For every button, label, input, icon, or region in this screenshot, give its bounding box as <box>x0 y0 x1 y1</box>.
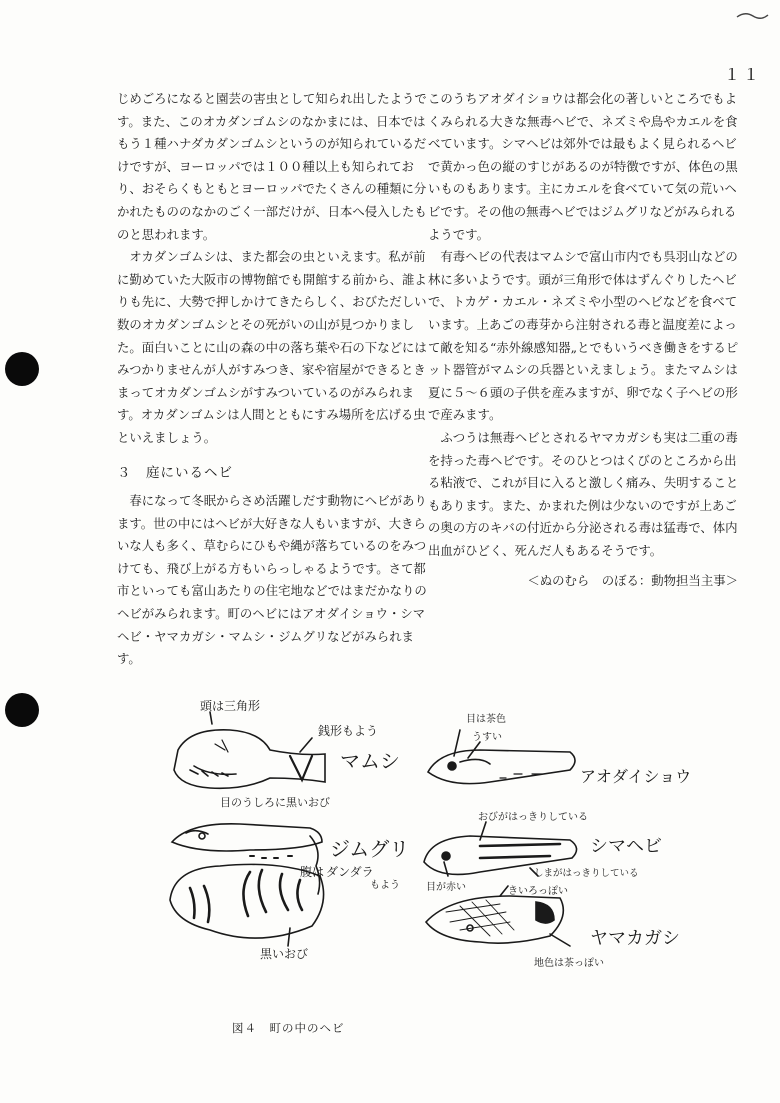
label-mamushi-pattern: 銭形もよう <box>318 724 379 738</box>
paragraph: じめごろになると園芸の害虫として知られ出したようです。また、このオカダンゴムシのなかまには、日本ではもう１種ハナダカダンゴムシというのが知られているだけですが、ヨーロッパでは１００種以上も知られており、おそらくもともとヨーロッパでたくさんの種類に分かれたもののなかのごく一部だけが、日本へ侵入したものと思われます。 <box>117 91 427 242</box>
paragraph: 有毒ヘビの代表はマムシで富山市内でも呉羽山などの林に多いようです。頭が三角形で体はずんぐりしたヘビで、トカゲ・カエル・ネズミや小型のヘビなどを食べています。上あごの毒芽から注射される毒と温度差によって敵を知る“赤外線感知器„とでもいうべき働きをするピット器管がマムシの兵器といえましょう。またマムシは夏に５～６頭の子供を産みますが、卵でなく子ヘビの形で産みます。 <box>428 249 739 423</box>
label-jimuguri: ジムグリ <box>330 837 410 861</box>
page-number: １１ <box>724 65 763 84</box>
figure-caption: 図４ 町の中のヘビ <box>232 1021 345 1035</box>
label-mamushi-head: 頭は三角形 <box>200 699 261 713</box>
label-jimuguri-belly-1: 腹は <box>300 865 325 879</box>
section-heading: ３ 庭にいるヘビ <box>117 464 233 481</box>
author-credit: ＜ぬのむら のぼる：動物担当主事＞ <box>527 573 738 589</box>
label-jimuguri-belly-2: ダンダラ <box>326 865 374 879</box>
label-jimuguri-band: 黒いおび <box>260 947 309 961</box>
paragraph: ふつうは無毒ヘビとされるヤマカガシも実は二重の毒を持った毒ヘビです。そのひとつはくびのところから出る粘液で、これが目に入ると激しく痛み、失明することもあります。また、かまれた例は少ないのですが上あごの奥の方のキバの付近から分泌される毒は猛毒で、体内出血がひどく、死んだ人もあるそうです。 <box>428 429 739 558</box>
label-yamakagashi: ヤマカガシ <box>590 928 680 949</box>
snake-drawings <box>150 690 710 1010</box>
label-yamakagashi-yellow: きいろっぽい <box>508 886 568 897</box>
label-mamushi-eye: 目のうしろに黒いおび <box>220 796 330 809</box>
label-shimahebi-eye: 目が赤い <box>426 882 466 893</box>
punch-hole-bottom <box>5 693 39 727</box>
jimuguri-drawing <box>170 824 324 946</box>
label-jimuguri-belly-3: もよう <box>370 880 400 891</box>
label-shimahebi: シマヘビ <box>590 836 662 857</box>
snake-figure <box>150 690 710 1010</box>
scan-mark <box>735 8 770 22</box>
label-yamakagashi-ground: 地色は茶っぽい <box>534 958 604 969</box>
label-shimahebi-band: おびがはっきりしている <box>478 812 588 823</box>
right-column <box>428 88 746 593</box>
label-aodaisho-eye: 目は茶色 <box>466 714 506 725</box>
mamushi-drawing <box>174 712 325 788</box>
label-aodaisho-thin: うすい <box>472 732 502 743</box>
label-shimahebi-stripe: しまがはっきりしている <box>534 868 639 879</box>
punch-hole-top <box>5 352 39 386</box>
left-column <box>117 88 435 671</box>
paragraph: このうちアオダイショウは都会化の著しいところでもよくみられる大きな無毒ヘビで、ネズミや鳥やカエルを食べています。シマヘビは郊外では最もよく見られるヘビで黄かっ色の縦のすじがあるのが特徴ですが、体色の黒いものもあります。主にカエルを食べていて気の荒いヘビです。その他の無毒ヘビではジムグリなどがみられるようです。 <box>428 91 738 242</box>
paragraph: オカダンゴムシは、また都会の虫といえます。私が前に勤めていた大阪市の博物館でも開館する前から、誰よりも先に、大勢で押しかけてきたらしく、おびただしい数のオカダンゴムシとその死がいの山が見つかりました。面白いことに山の森の中の落ち葉や石の下などにはみつかりませんが人がすみつき、家や宿屋ができるときまってオカダンゴムシがすみついているのがみられます。オカダンゴムシは人間とともにすみ場所を広げる虫といえましょう。 <box>117 249 427 445</box>
label-aodaisho: アオダイショウ <box>580 767 692 786</box>
label-mamushi: マムシ <box>340 749 400 773</box>
paragraph: 春になって冬眠からさめ活躍しだす動物にヘビがあります。世の中にはヘビが大好きな人もいますが、大きらいな人も多く、草むらにひもや縄が落ちているのをみつけても、飛び上がる方もいらっしゃるようです。さて都市といっても富山あたりの住宅地などではまだかなりのヘビがみられます。町のヘビにはアオダイショウ・シマヘビ・ヤマカガシ・マムシ・ジムグリなどがみられます。 <box>117 493 427 667</box>
